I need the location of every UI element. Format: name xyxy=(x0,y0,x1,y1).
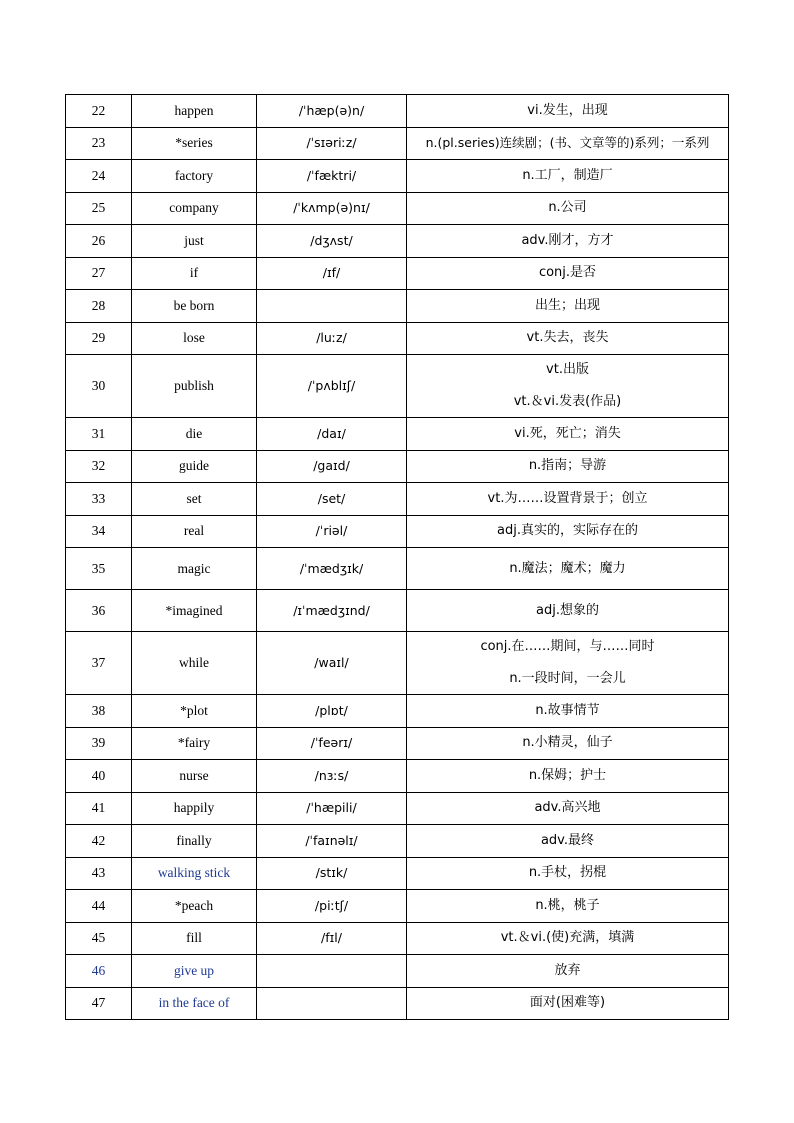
phonetic: /fɪl/ xyxy=(257,922,407,955)
meaning xyxy=(407,955,729,988)
table-row xyxy=(66,322,729,355)
table-row xyxy=(66,355,729,418)
word: happily xyxy=(132,792,257,825)
word: *fairy xyxy=(132,727,257,760)
phonetic: /nɜːs/ xyxy=(257,760,407,793)
phonetic: /ˈfæktri/ xyxy=(257,160,407,193)
meaning-line: vt.＆vi.发表(作品) xyxy=(513,394,622,409)
phonetic: /ˈmædʒɪk/ xyxy=(257,548,407,590)
word: be born xyxy=(132,290,257,323)
row-number: 36 xyxy=(66,590,132,632)
meaning xyxy=(407,355,729,418)
table-row xyxy=(66,922,729,955)
phonetic: /ˈhæp(ə)n/ xyxy=(257,95,407,128)
word: die xyxy=(132,418,257,451)
word: nurse xyxy=(132,760,257,793)
row-number: 43 xyxy=(66,857,132,890)
word: publish xyxy=(132,355,257,418)
meaning xyxy=(407,987,729,1020)
meaning xyxy=(407,127,729,160)
meaning xyxy=(407,857,729,890)
row-number: 30 xyxy=(66,355,132,418)
table-row xyxy=(66,727,729,760)
phonetic: /waɪl/ xyxy=(257,632,407,695)
table-row xyxy=(66,95,729,128)
row-number: 39 xyxy=(66,727,132,760)
meaning-line: vt.出版 xyxy=(546,362,589,377)
meaning xyxy=(407,760,729,793)
table-row xyxy=(66,632,729,695)
meaning-line: n.公司 xyxy=(548,200,587,216)
meaning-line: vi.死，死亡；消失 xyxy=(514,425,621,441)
meaning xyxy=(407,515,729,548)
row-number: 29 xyxy=(66,322,132,355)
phonetic: /luːz/ xyxy=(257,322,407,355)
table-row xyxy=(66,257,729,290)
word: company xyxy=(132,192,257,225)
phonetic: /plɒt/ xyxy=(257,695,407,728)
meaning xyxy=(407,257,729,290)
row-number: 44 xyxy=(66,890,132,923)
phonetic xyxy=(257,290,407,323)
phonetic: /piːtʃ/ xyxy=(257,890,407,923)
row-number: 34 xyxy=(66,515,132,548)
word: finally xyxy=(132,825,257,858)
phonetic: /set/ xyxy=(257,483,407,516)
meaning xyxy=(407,890,729,923)
word: *imagined xyxy=(132,590,257,632)
table-row xyxy=(66,760,729,793)
meaning-line: conj.是否 xyxy=(538,265,597,281)
phonetic: /dʒʌst/ xyxy=(257,225,407,258)
meaning xyxy=(407,792,729,825)
word: set xyxy=(132,483,257,516)
table-row xyxy=(66,450,729,483)
phonetic xyxy=(257,987,407,1020)
meaning-line: adj.真实的，实际存在的 xyxy=(497,523,638,539)
row-number: 37 xyxy=(66,632,132,695)
row-number: 41 xyxy=(66,792,132,825)
row-number: 24 xyxy=(66,160,132,193)
table-row xyxy=(66,825,729,858)
table-row xyxy=(66,515,729,548)
meaning xyxy=(407,225,729,258)
meaning xyxy=(407,95,729,128)
word: just xyxy=(132,225,257,258)
phonetic: /ˈkʌmp(ə)nɪ/ xyxy=(257,192,407,225)
table-row xyxy=(66,987,729,1020)
meaning-line: n.一段时间，一会儿 xyxy=(509,671,626,686)
word: lose xyxy=(132,322,257,355)
row-number: 38 xyxy=(66,695,132,728)
phonetic xyxy=(257,955,407,988)
table-row xyxy=(66,290,729,323)
meaning-line: 放弃 xyxy=(554,962,581,978)
meaning-line: adv.刚才，方才 xyxy=(521,232,614,248)
row-number: 27 xyxy=(66,257,132,290)
table-row xyxy=(66,695,729,728)
meaning-line: n.故事情节 xyxy=(535,702,600,718)
row-number: 35 xyxy=(66,548,132,590)
word: walking stick xyxy=(132,857,257,890)
row-number: 32 xyxy=(66,450,132,483)
word: *plot xyxy=(132,695,257,728)
word: guide xyxy=(132,450,257,483)
phonetic: /ˈpʌblɪʃ/ xyxy=(257,355,407,418)
table-row xyxy=(66,160,729,193)
meaning xyxy=(407,695,729,728)
vocabulary-table-body xyxy=(66,95,729,1020)
row-number: 42 xyxy=(66,825,132,858)
table-row xyxy=(66,418,729,451)
table-row xyxy=(66,792,729,825)
meaning-line: 面对(困难等) xyxy=(529,995,606,1011)
table-row xyxy=(66,483,729,516)
phonetic: /ɪˈmædʒɪnd/ xyxy=(257,590,407,632)
meaning-line: vi.发生，出现 xyxy=(527,102,608,118)
word: real xyxy=(132,515,257,548)
table-row xyxy=(66,590,729,632)
table-row xyxy=(66,857,729,890)
row-number: 22 xyxy=(66,95,132,128)
table-row xyxy=(66,890,729,923)
word: fill xyxy=(132,922,257,955)
meaning xyxy=(407,418,729,451)
table-row xyxy=(66,548,729,590)
meaning-line: n.桃，桃子 xyxy=(535,897,600,913)
word: factory xyxy=(132,160,257,193)
phonetic: /ˈriəl/ xyxy=(257,515,407,548)
meaning-line: adv.最终 xyxy=(540,832,595,848)
row-number: 28 xyxy=(66,290,132,323)
meaning-line: n.工厂，制造厂 xyxy=(522,167,613,183)
row-number: 40 xyxy=(66,760,132,793)
row-number: 47 xyxy=(66,987,132,1020)
row-number: 46 xyxy=(66,955,132,988)
meaning xyxy=(407,290,729,323)
table-row xyxy=(66,127,729,160)
word: *peach xyxy=(132,890,257,923)
phonetic: /ˈhæpili/ xyxy=(257,792,407,825)
meaning xyxy=(407,450,729,483)
meaning-line: n.小精灵，仙子 xyxy=(522,735,613,751)
meaning-line: adv.高兴地 xyxy=(534,800,601,816)
meaning-line: conj.在……期间，与……同时 xyxy=(480,639,655,654)
word: happen xyxy=(132,95,257,128)
meaning xyxy=(407,160,729,193)
row-number: 23 xyxy=(66,127,132,160)
phonetic: /ˈsɪəriːz/ xyxy=(257,127,407,160)
table-row xyxy=(66,192,729,225)
word: magic xyxy=(132,548,257,590)
table-row xyxy=(66,225,729,258)
meaning xyxy=(407,825,729,858)
meaning-line: n.指南；导游 xyxy=(528,458,607,474)
table-row xyxy=(66,955,729,988)
row-number: 31 xyxy=(66,418,132,451)
word: if xyxy=(132,257,257,290)
word: in the face of xyxy=(132,987,257,1020)
phonetic: /ˈfeərɪ/ xyxy=(257,727,407,760)
meaning-line: n.手杖，拐棍 xyxy=(528,865,607,881)
meaning xyxy=(407,483,729,516)
meaning-line: vt.失去，丧失 xyxy=(526,330,609,346)
meaning-line: n.保姆；护士 xyxy=(528,767,607,783)
phonetic: /ˈfaɪnəlɪ/ xyxy=(257,825,407,858)
meaning-line: adj.想象的 xyxy=(536,602,599,618)
meaning-line: n.魔法；魔术；魔力 xyxy=(509,560,626,576)
meaning-line: 出生；出现 xyxy=(534,297,600,313)
phonetic: /stɪk/ xyxy=(257,857,407,890)
meaning xyxy=(407,192,729,225)
word: while xyxy=(132,632,257,695)
phonetic: /gaɪd/ xyxy=(257,450,407,483)
phonetic: /daɪ/ xyxy=(257,418,407,451)
phonetic: /ɪf/ xyxy=(257,257,407,290)
meaning xyxy=(407,590,729,632)
row-number: 33 xyxy=(66,483,132,516)
meaning xyxy=(407,632,729,695)
meaning-line: vt.为……设置背景于；创立 xyxy=(487,490,648,506)
vocabulary-table xyxy=(65,94,729,1020)
word: give up xyxy=(132,955,257,988)
row-number: 26 xyxy=(66,225,132,258)
row-number: 45 xyxy=(66,922,132,955)
meaning xyxy=(407,922,729,955)
meaning xyxy=(407,322,729,355)
meaning-line: n.(pl.series)连续剧；(书、文章等的)系列；一系列 xyxy=(425,135,710,151)
meaning-line: vt.＆vi.(使)充满，填满 xyxy=(500,930,635,946)
word: *series xyxy=(132,127,257,160)
row-number: 25 xyxy=(66,192,132,225)
meaning xyxy=(407,727,729,760)
meaning xyxy=(407,548,729,590)
